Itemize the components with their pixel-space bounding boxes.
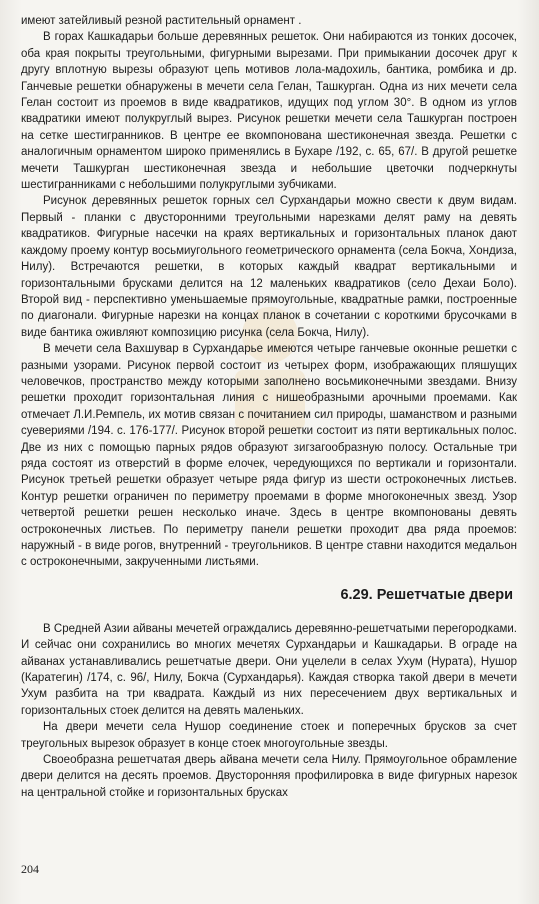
paragraph: Рисунок деревянных решеток горных сел Сурхандарьи можно свести к двум видам. Первый - планки с двусторонними треугольными нарезками делят раму на девять квадратиков. Фигурные насечки на краях вертикальных и горизонтальных планок дают каждому проему контур восьмиугольного геометрического орнамента (села Бокча, Хондиза, Нилу). Встречаются решетки, в которых каждый квадрат вертикальными и горизонтальными брусками делится на 12 маленьких квадратиков (село Дехаи Боло). Второй вид - перспективно уменьшаемые прямоугольные, квадратные рамки, построенные по диагонали. Фигурные нарезки на концах планок в сочетании с короткими брусочками в виде бантика оживляют композицию рисунка (села Бокча, Нилу). bbox=[21, 195, 517, 339]
paragraph: В горах Кашкадарьи больше деревянных решеток. Они набираются из тонких досочек, оба края покрыты треугольными, фигурными вырезами. При примыкании досочек друг к другу вплотную вырезы образуют цепь мотивов лола-мадохиль, бантика, ромбика и др. Ганчевые решетки обнаружены в мечети села Гелан, Ташкурган. Одна из них мечети села Гелан состоит из проемов в виде квадратиков, идущих под углом 30°. В одном из углов квадратики имеют полукруглый вырез. Рисунок решетки мечети села Ташкурган построен на сетке шестигранников. В центре ее вкомпонована шестиконечная звезда. Решетки с аналогичным орнаментом широко применялись в Бухаре /192, с. 65, 67/. В другой решетке мечети Ташкурган шестиконечная звезда и небольшие цветочки подчеркнуты шестигранниками с небольшими полукруглыми зубчиками. bbox=[21, 31, 517, 192]
paragraph: В мечети села Вахшувар в Сурхандарье имеются четыре ганчевые оконные решетки с разными узорами. Рисунок первой состоит из четырех форм, изображающих пляшущих человечков, пространство между которыми заполнено восьмиконечными звездами. Внизу решетки проходит горизонтальная линия с нишеобразными арочными проемами. Как отмечает Л.И.Ремпель, их мотив связан с почитанием сил природы, шаманством и разными суевериями /194. с. 176-177/. Рисунок второй решетки состоит из пяти вертикальных полос. Две из них с помощью парных рядов образуют зигзагообразную полосу. Остальные три ряда состоят из отверстий в форме елочек, чередующихся по вертикали и горизонтали. Рисунок третьей решетки образует четыре ряда фигур из шести остроконечных листьев. Контур решетки ограничен по периметру проемами в форме многоконечных звезд. Узор четвертой решетки решен несколько иначе. Здесь в центре вкомпонованы девять остроконечных листьев. По периметру панели решетки проходит два ряда проемов: наружный - в виде рогов, внутренний - треугольников. В центре ставни находится медальон с остроконечными, закрученными листьями. bbox=[21, 343, 517, 569]
paragraph: На двери мечети села Нушор соединение стоек и поперечных брусков за счет треугольных вырезок образует в конце стоек многоугольные звезды. bbox=[21, 721, 517, 750]
page-text bbox=[21, 13, 517, 801]
page-number: 204 bbox=[21, 862, 39, 876]
paragraph: имеют затейливый резной растительный орнамент . bbox=[21, 15, 302, 27]
paragraph: В Средней Азии айваны мечетей ограждались деревянно-решетчатыми перегородками. И сейчас они сохранились во многих мечетях Сурхандарьи и Кашкадарьи. В ограде на айванах устанавливались решетчатые двери. Они уцелели в селах Ухум (Нурата), Нушор (Каратегин) /174, с. 96/, Нилу, Бокча (Сурхандарья). Каждая створка такой двери в мечети Ухум разбита на три квадрата. Каждый из них пересечением двух вертикальных и горизонтальных стоек делится на девять маленьких. bbox=[21, 622, 517, 717]
section-title: 6.29. Решетчатые двери bbox=[340, 586, 513, 603]
paragraph: Своеобразна решетчатая дверь айвана мечети села Нилу. Прямоугольное обрамление двери делится на десять проемов. Двусторонняя профилировка в виде фигурных нарезок на центральной стойке и горизонтальных брусках bbox=[21, 754, 517, 799]
